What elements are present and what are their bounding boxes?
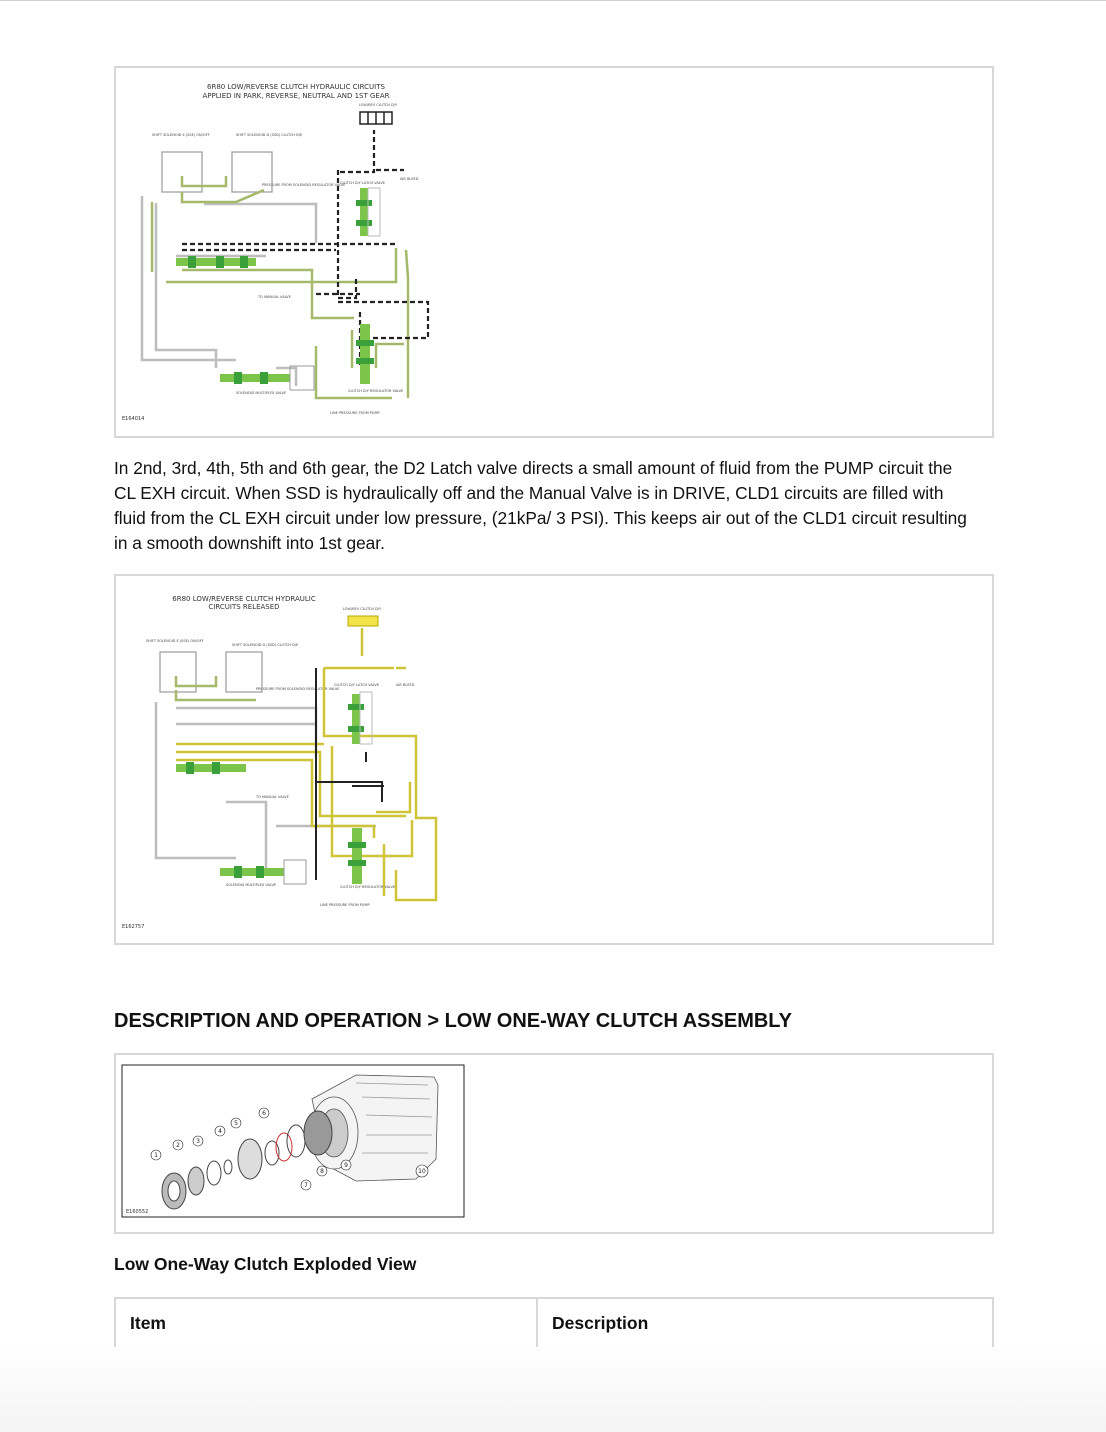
olive-circuits	[176, 676, 256, 700]
diagram-title-line2: APPLIED IN PARK, REVERSE, NEUTRAL AND 1ST GEAR	[202, 92, 390, 100]
callout-10: 10	[418, 1168, 426, 1175]
clutch-latch-label: CLUTCH D/Y LATCH VALVE	[340, 181, 386, 185]
dashed-circuits	[182, 130, 428, 368]
line-pressure-label: LINE PRESSURE FROM PUMP	[320, 903, 370, 907]
pressure-from-label: PRESSURE FROM SOLENOID REGULATOR VALVE	[262, 183, 346, 187]
callout-5: 5	[234, 1120, 238, 1127]
line-pressure-label: LINE PRESSURE FROM PUMP	[330, 411, 380, 415]
diagram-title-line1: 6R80 LOW/REVERSE CLUTCH HYDRAULIC CIRCUITS	[207, 83, 385, 91]
page-bottom-fade	[0, 1347, 1106, 1432]
callout-2: 2	[176, 1142, 180, 1149]
black-circuits	[316, 668, 384, 880]
hydraulic-circuit-released-svg	[116, 576, 992, 943]
to-manual-valve-label: TO MANUAL VALVE	[258, 295, 291, 299]
ssd-solenoid	[226, 652, 262, 692]
ssd-label: SHIFT SOLENOID D (SSD) CLUTCH D/E	[236, 133, 303, 137]
callout-3: 3	[196, 1138, 200, 1145]
air-bleed-label: AIR BLEED	[396, 683, 415, 687]
figure-id: E162757	[122, 924, 145, 930]
section-heading: DESCRIPTION AND OPERATION > LOW ONE-WAY CLUTCH ASSEMBLY	[114, 1010, 793, 1032]
gray-circuits	[156, 702, 376, 876]
ssd-label: SHIFT SOLENOID D (SSD) CLUTCH D/E	[232, 643, 299, 647]
clutch-latch-label: CLUTCH D/Y LATCH VALVE	[334, 683, 380, 687]
diagram-title-line2: CIRCUITS RELEASED	[208, 603, 280, 611]
callout-7: 7	[304, 1182, 308, 1189]
low-rev-clutch-pack	[360, 112, 392, 124]
solenoid-multiplex-label: SOLENOID MULTIPLEX VALVE	[236, 391, 287, 395]
clutch-reg-label: CLUTCH D/Y REGULATOR VALVE	[348, 389, 404, 393]
top-divider	[0, 0, 1106, 1]
column-header-item: Item	[116, 1299, 538, 1347]
clutch-reg-label: CLUTCH D/Y REGULATOR VALVE	[340, 885, 396, 889]
column-header-description: Description	[552, 1313, 649, 1333]
low-rev-clutch-label: LOW/REV CLUTCH D/Y	[358, 103, 398, 107]
low-rev-clutch-label: LOW/REV CLUTCH D/Y	[342, 607, 382, 611]
hydraulic-diagram-applied	[114, 66, 994, 438]
figure-id: E160552	[126, 1209, 149, 1215]
callout-4: 4	[218, 1128, 222, 1135]
solenoid-multiplex-label: SOLENOID MULTIPLEX VALVE	[226, 883, 277, 887]
hydraulic-circuit-applied-svg	[116, 68, 992, 436]
air-bleed-label: AIR BLEED	[400, 177, 419, 181]
callout-8: 8	[320, 1168, 324, 1175]
exploded-view-figure	[114, 1053, 994, 1234]
sse-label: SHIFT SOLENOID E (SSE) ON/OFF	[152, 133, 210, 137]
figure-id: E164014	[122, 416, 145, 422]
gray-circuits	[142, 196, 316, 386]
pressure-from-label: PRESSURE FROM SOLENOID REGULATOR VALVE	[256, 687, 340, 691]
figure-caption: Low One-Way Clutch Exploded View	[114, 1254, 417, 1274]
parts-table-header	[114, 1297, 994, 1347]
sse-label: SHIFT SOLENOID E (SSE) ON/OFF	[146, 639, 204, 643]
body-paragraph: In 2nd, 3rd, 4th, 5th and 6th gear, the D2 Latch valve directs a small amount of fluid from the PUMP circuit the CL EXH circuit. When SSD is hydraulically off and the Manual Valve is in DRIVE, CLD1 circuits are filled with fluid from the CL EXH circuit under low pressure, (21kPa/ 3 PSI). This keeps air out of the CLD1 circuit resulting in a smooth downshift into 1st gear.	[114, 458, 967, 553]
low-rev-clutch-pack	[348, 616, 378, 626]
callout-6: 6	[262, 1110, 266, 1117]
callout-1: 1	[154, 1152, 158, 1159]
hydraulic-diagram-released	[114, 574, 994, 945]
callout-9: 9	[344, 1162, 348, 1169]
to-manual-valve-label: TO MANUAL VALVE	[256, 795, 289, 799]
diagram-title-line1: 6R80 LOW/REVERSE CLUTCH HYDRAULIC	[172, 595, 316, 603]
exploded-view-svg	[116, 1055, 992, 1232]
